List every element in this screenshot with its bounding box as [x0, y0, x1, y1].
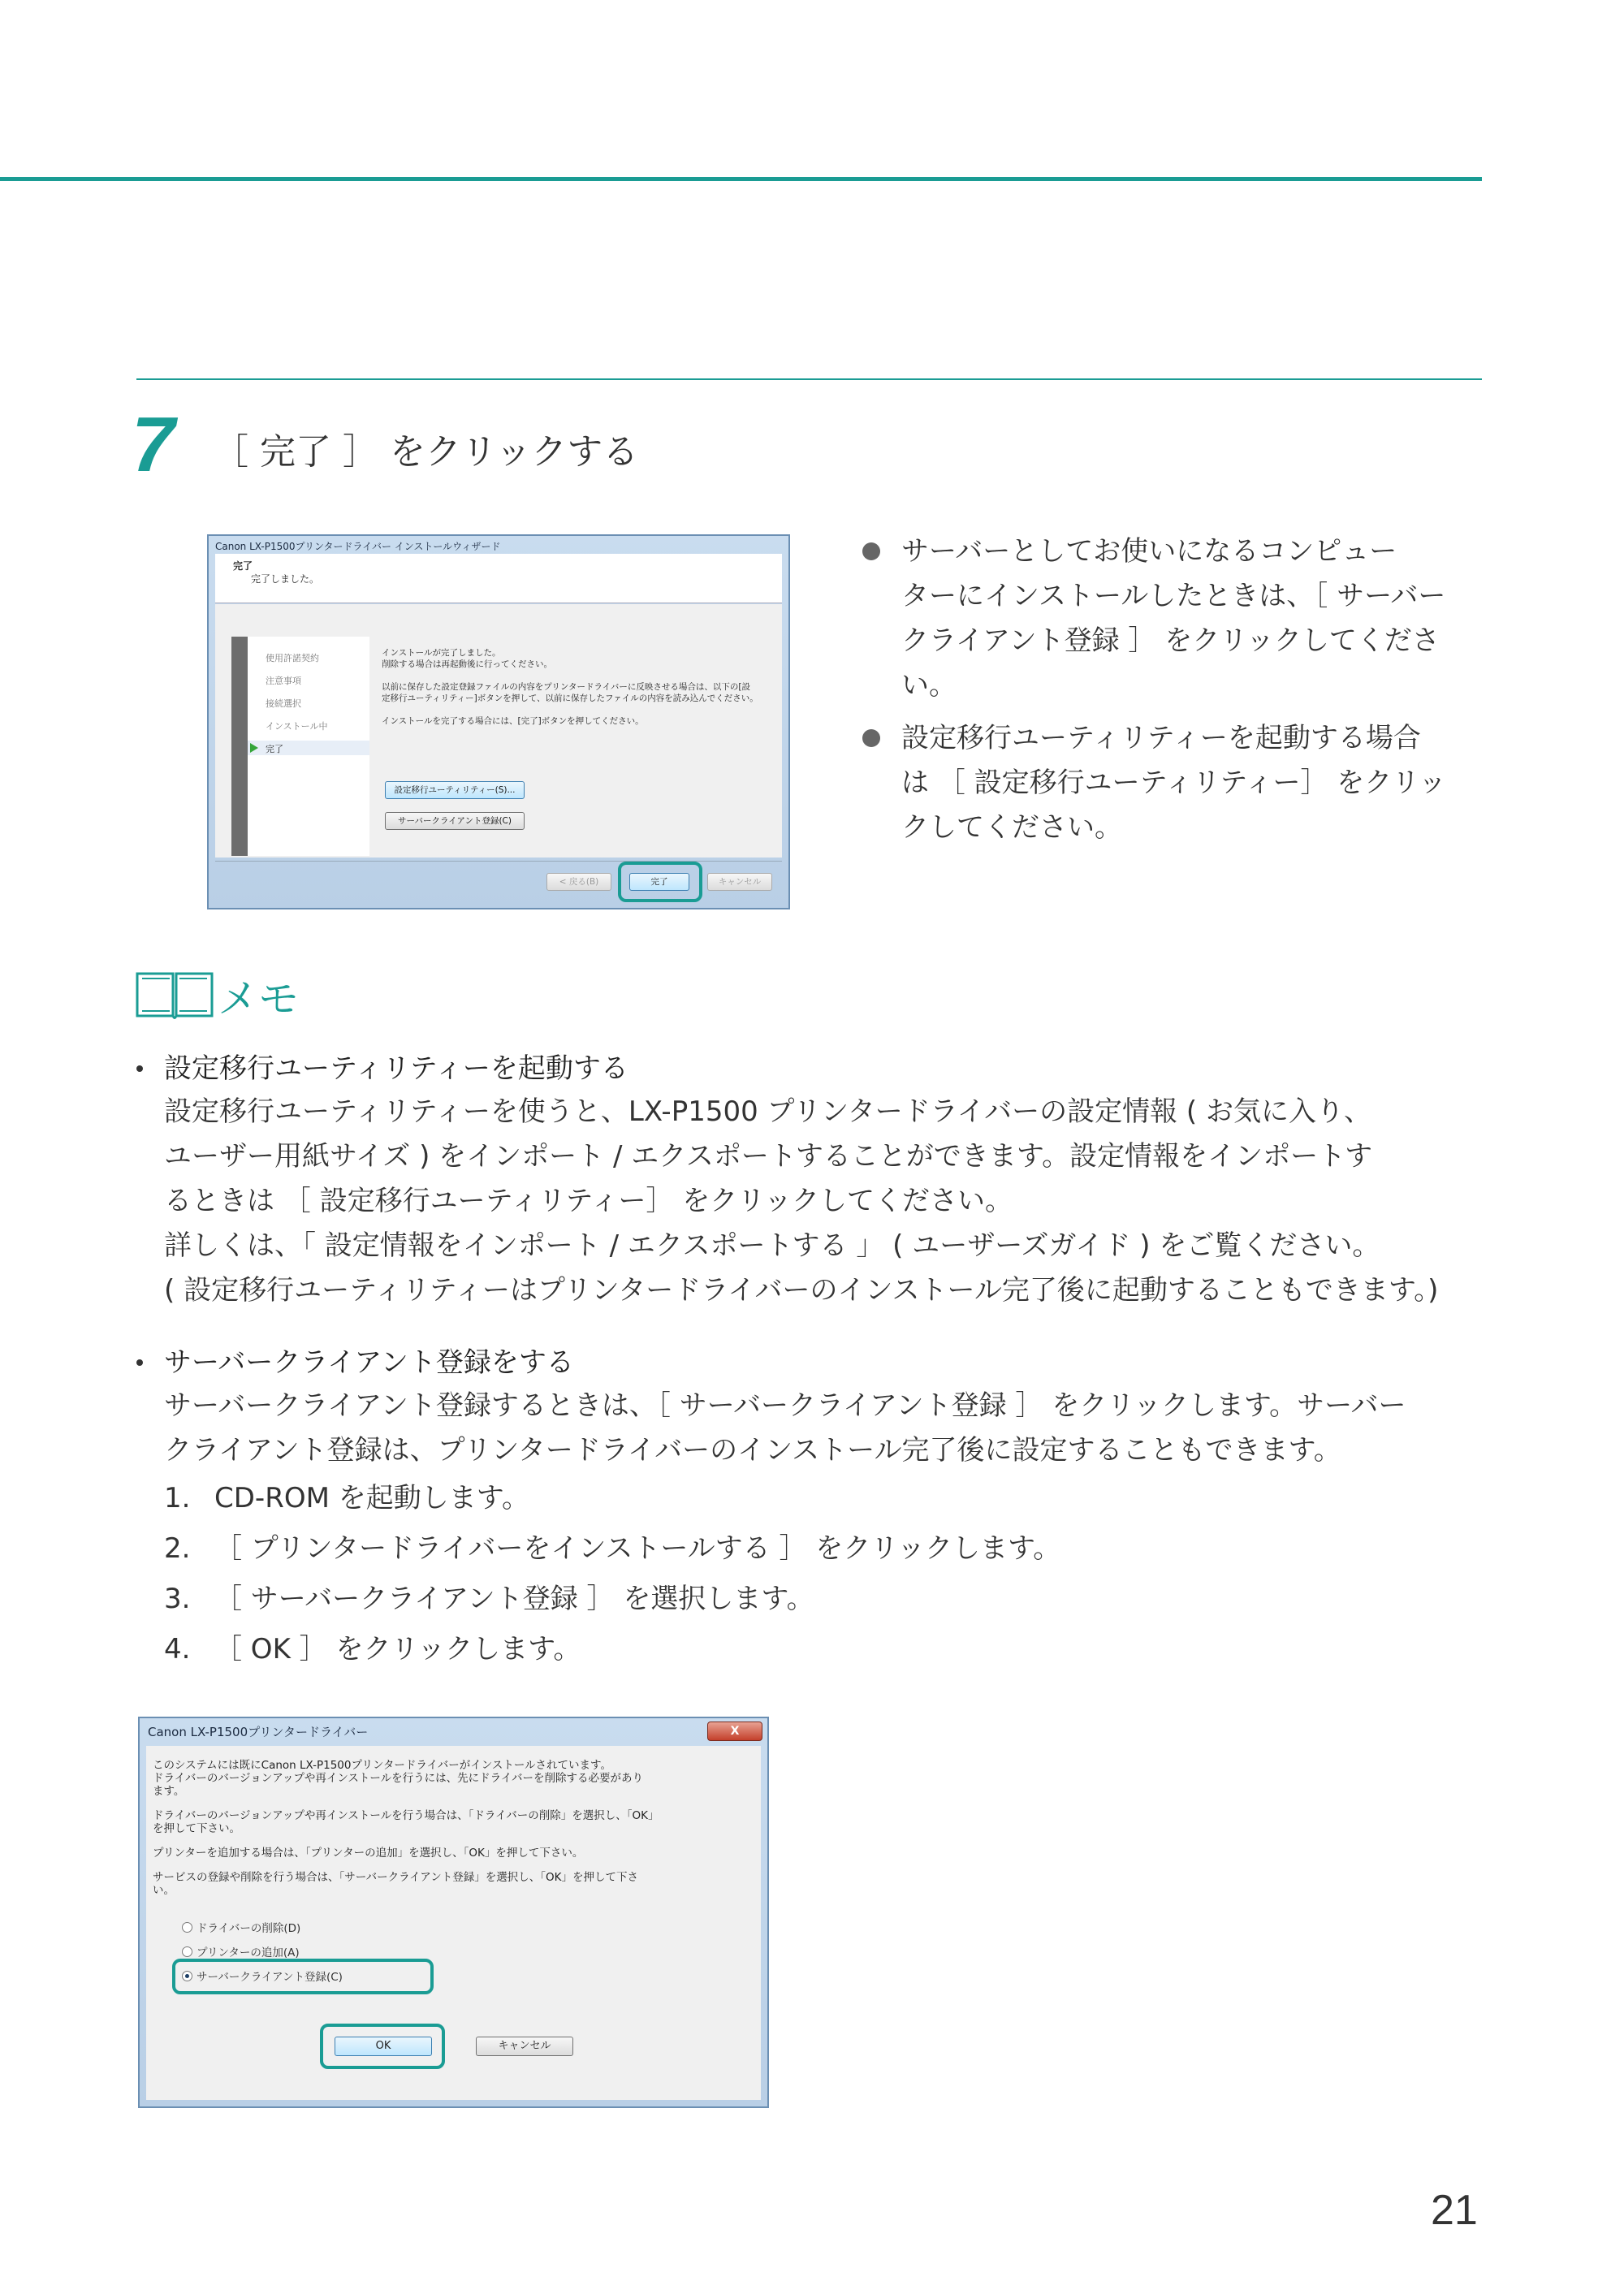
- wizard-sidebar: [231, 637, 369, 856]
- dialog-text-line: サービスの登録や削除を行う場合は、「サーバークライアント登録」を選択し、「OK」を押して下さ: [153, 1871, 638, 1884]
- memo-section-migration: [130, 1048, 1510, 1313]
- wizard-body: [215, 604, 782, 858]
- finish-button[interactable]: 完了: [629, 873, 689, 891]
- sidebar-item-installing: インストール中: [266, 721, 328, 732]
- memo-text-line: ( 設定移行ユーティリティーはプリンタードライバーのインストール完了後に起動することもできます。): [164, 1274, 1439, 1307]
- wizard-header: [215, 554, 782, 603]
- ok-button-highlight: [320, 2024, 445, 2069]
- sidebar-item-license: 使用許諾契約: [266, 653, 319, 663]
- dialog-body: [146, 1746, 761, 2100]
- server-option-highlight: [172, 1959, 434, 1994]
- wizard-header-subtitle: 完了しました。: [251, 573, 320, 585]
- bullet-dot-icon: [136, 1359, 143, 1366]
- dialog-text-line: プリンターを追加する場合は、「プリンターの追加」を選択し、「OK」を押して下さい。: [153, 1847, 584, 1860]
- cancel-button[interactable]: キャンセル: [707, 873, 772, 891]
- memo-text-line: クライアント登録は、プリンタードライバーのインストール完了後に設定することもできます。: [164, 1434, 1341, 1467]
- right-bullet-list: [861, 529, 1494, 858]
- memo-heading-server: サーバークライアント登録をする: [130, 1341, 1510, 1384]
- server-client-register-button[interactable]: サーバークライアント登録(C): [385, 812, 525, 830]
- dialog-window-title: Canon LX-P1500プリンタードライバー: [148, 1725, 369, 1739]
- wizard-header-title: 完了: [233, 560, 253, 572]
- finish-button-highlight: [618, 862, 702, 902]
- bullet-dot-icon: [862, 729, 880, 747]
- bullet-dot-icon: [862, 542, 880, 560]
- list-item: 1. CD-ROM を起動します。: [164, 1482, 529, 1514]
- radio-delete-driver[interactable]: [182, 1922, 192, 1933]
- bullet-migration-note: 設定移行ユーティリティーを起動する場合 は ［ 設定移行ユーティリティー］ をクリッ クしてください。: [861, 716, 1494, 850]
- install-wizard-screenshot: [207, 534, 790, 909]
- wizard-text-line: インストールを完了する場合には、[完了]ボタンを押してください。: [382, 716, 644, 726]
- memo-section-server: [130, 1341, 1510, 1674]
- close-icon[interactable]: X: [707, 1722, 762, 1741]
- dialog-text-line: ドライバーのバージョンアップや再インストールを行う場合は、「ドライバーの削除」を選択し、「OK」: [153, 1809, 659, 1822]
- sidebar-item-notes: 注意事項: [266, 676, 301, 686]
- memo-text-line: 設定移行ユーティリティーを使うと、LX-P1500 プリンタードライバーの設定情報 ( お気に入り、: [164, 1095, 1371, 1128]
- dialog-text-line: ます。: [153, 1785, 185, 1798]
- driver-dialog-screenshot: [138, 1717, 769, 2108]
- memo-text-line: るときは ［ 設定移行ユーティリティー］ をクリックしてください。: [164, 1185, 1013, 1217]
- memo-text-line: サーバークライアント登録するときは、［ サーバークライアント登録 ］ をクリックします。サーバー: [164, 1389, 1406, 1422]
- step-title: ［ 完了 ］ をクリックする: [213, 431, 639, 473]
- step-number: 7: [132, 401, 175, 488]
- radio-add-printer[interactable]: [182, 1946, 192, 1957]
- wizard-text-line: 以前に保存した設定登録ファイルの内容をプリンタードライバーに反映させる場合は、以下の[設: [382, 682, 751, 692]
- bullet-server-note: サーバーとしてお使いになるコンピュー ターにインストールしたときは、［ サーバー クライアント登録 ］ をクリックしてくださ い。: [861, 529, 1494, 708]
- back-button[interactable]: < 戻る(B): [546, 873, 611, 891]
- wizard-footer: [215, 861, 782, 904]
- sidebar-item-connection: 接続選択: [266, 698, 301, 709]
- list-item: 2. ［ プリンタードライバーをインストールする ］ をクリックします。: [164, 1532, 1061, 1565]
- migration-utility-button[interactable]: 設定移行ユーティリティー(S)...: [385, 781, 525, 799]
- memo-heading-migration: 設定移行ユーティリティーを起動する: [130, 1048, 1510, 1090]
- ok-button[interactable]: OK: [335, 2037, 432, 2056]
- memo-text-line: ユーザー用紙サイズ ) をインポート / エクスポートすることができます。設定情報をインポートす: [164, 1140, 1373, 1173]
- dialog-text-line: ドライバーのバージョンアップや再インストールを行うには、先にドライバーを削除する必要があり: [153, 1772, 643, 1785]
- radio-label-add-printer: プリンターの追加(A): [197, 1946, 300, 1959]
- dialog-text-line: い。: [153, 1884, 175, 1897]
- list-item: 4. ［ OK ］ をクリックします。: [164, 1633, 581, 1665]
- wizard-text-line: インストールが完了しました。: [382, 648, 501, 658]
- section-rule: [136, 378, 1482, 380]
- book-icon: [134, 969, 215, 1021]
- wizard-window-title: Canon LX-P1500プリンタードライバー インストールウィザード: [215, 541, 501, 552]
- list-item: 3. ［ サーバークライアント登録 ］ を選択します。: [164, 1583, 814, 1615]
- wizard-text-line: 定移行ユーティリティー]ボタンを押して、以前に保存したファイルの内容を読み込んでください。: [382, 693, 758, 703]
- dialog-text-line: このシステムには既にCanon LX-P1500プリンタードライバーがインストールされています。: [153, 1759, 611, 1772]
- memo-title: メモ: [218, 975, 299, 1022]
- current-step-arrow-icon: [250, 743, 258, 753]
- page-number: 21: [1431, 2187, 1478, 2234]
- top-rule: [0, 177, 1482, 181]
- dialog-cancel-button[interactable]: キャンセル: [476, 2037, 573, 2056]
- wizard-text-line: 削除する場合は再起動後に行ってください。: [382, 659, 552, 669]
- sidebar-item-complete: 完了: [266, 744, 283, 754]
- radio-label-delete-driver: ドライバーの削除(D): [197, 1922, 301, 1935]
- dialog-text-line: を押して下さい。: [153, 1822, 240, 1835]
- memo-text-line: 詳しくは、「 設定情報をインポート / エクスポートする 」 ( ユーザーズガイド ) をご覧ください。: [164, 1229, 1380, 1262]
- bullet-dot-icon: [136, 1065, 143, 1072]
- radio-label-server-client-register: サーバークライアント登録(C): [197, 1971, 343, 1984]
